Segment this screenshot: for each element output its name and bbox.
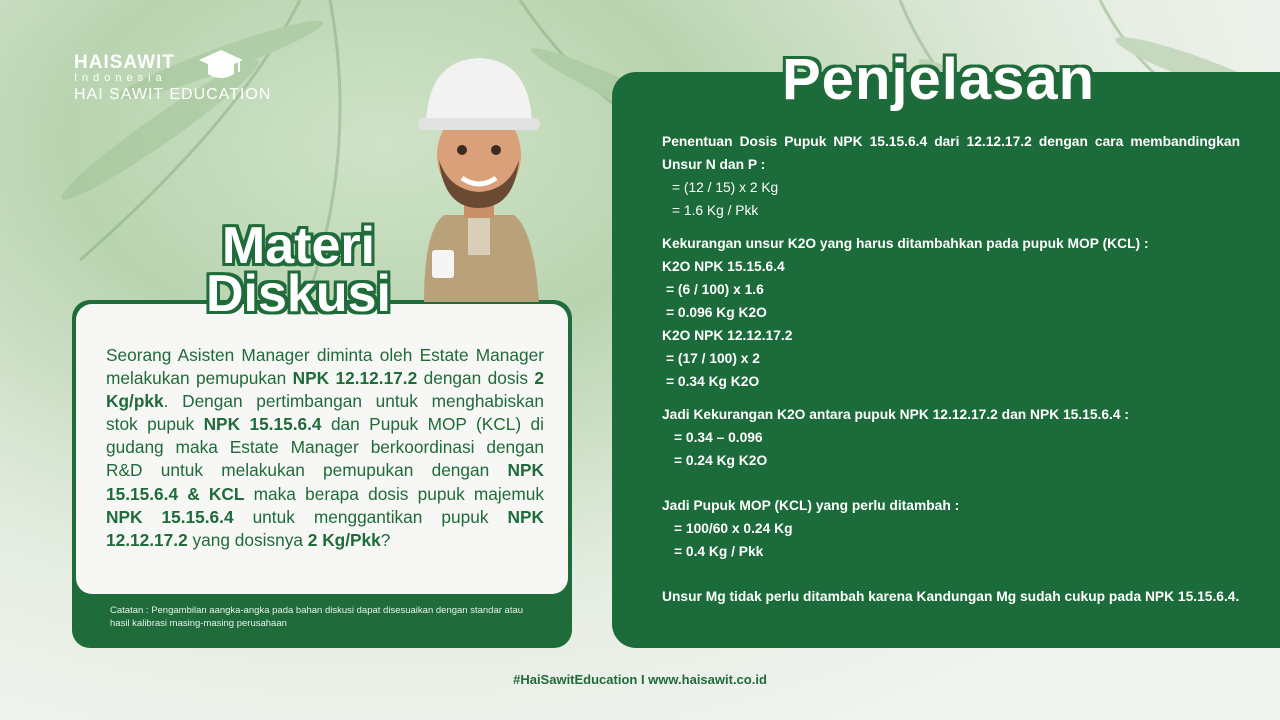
story-text: Seorang Asisten Manager diminta oleh Estate Manager melakukan pemupukan bbox=[106, 345, 544, 389]
discussion-title-line1: Materi bbox=[221, 217, 376, 275]
k2o-heading: Kekurangan unsur K2O yang harus ditambahkan pada pupuk MOP (KCL) : bbox=[662, 236, 1149, 251]
story-text: . Dengan pertimbangan untuk menghabiskan stok pupuk bbox=[106, 391, 544, 435]
k2o-a-label: K2O NPK 15.15.6.4 bbox=[662, 259, 785, 274]
story-highlight: NPK 15.15.6.4 bbox=[203, 414, 322, 435]
discussion-text-panel bbox=[76, 304, 568, 594]
story-highlight: NPK 12.12.17.2 bbox=[106, 506, 544, 550]
story-text: dan Pupuk MOP (KCL) di gudang maka Estate Manager berkoordinasi dengan R&D untuk melakukan pemupukan dengan bbox=[106, 414, 545, 481]
k2o-b-label: K2O NPK 12.12.17.2 bbox=[662, 328, 793, 343]
discussion-story bbox=[106, 344, 544, 552]
mg-note: Unsur Mg tidak perlu ditambah karena Kandungan Mg sudah cukup pada NPK 15.15.6.4. bbox=[662, 589, 1240, 604]
story-highlight: NPK 15.15.6.4 & KCL bbox=[106, 460, 544, 504]
story-text: ? bbox=[380, 529, 391, 550]
mop-heading: Jadi Pupuk MOP (KCL) yang perlu ditambah : bbox=[662, 498, 960, 513]
discussion-note: Catatan : Pengambilan aangka-angka pada bahan diskusi dapat disesuaikan dengan standar atau hasil kalibrasi masing-masing perusahaan bbox=[110, 605, 524, 629]
mascot-illustration bbox=[404, 40, 554, 302]
explanation-title: Penjelasan bbox=[782, 47, 1096, 112]
difference-calc-1: = 0.34 – 0.096 bbox=[674, 430, 763, 445]
graduation-cap-icon bbox=[198, 48, 244, 82]
difference-calc-2: = 0.24 Kg K2O bbox=[674, 453, 768, 468]
story-highlight: NPK 15.15.6.4 bbox=[106, 506, 234, 527]
story-text: maka berapa dosis pupuk majemuk bbox=[244, 483, 545, 504]
story-text: dengan dosis bbox=[417, 368, 535, 389]
story-text: untuk menggantikan pupuk bbox=[233, 506, 508, 527]
explanation-content bbox=[662, 130, 1240, 608]
explanation-intro: Penentuan Dosis Pupuk NPK 15.15.6.4 dari 12.12.17.2 dengan cara membandingkan Unsur N dan P : bbox=[662, 134, 1240, 172]
k2o-b-calc-2: = 0.34 Kg K2O bbox=[666, 374, 760, 389]
k2o-a-calc-1: = (6 / 100) x 1.6 bbox=[666, 282, 764, 297]
intro-calc-1: = (12 / 15) x 2 Kg bbox=[672, 180, 779, 195]
brand-name: HAISAWIT bbox=[74, 52, 175, 73]
intro-calc-2: = 1.6 Kg / Pkk bbox=[672, 203, 759, 218]
brand-logo bbox=[74, 52, 271, 104]
story-highlight: 2 Kg/Pkk bbox=[307, 529, 381, 550]
mop-calc-2: = 0.4 Kg / Pkk bbox=[674, 544, 764, 559]
footer-hashtag-link[interactable]: #HaiSawitEducation I www.haisawit.co.id bbox=[513, 672, 767, 687]
k2o-a-calc-2: = 0.096 Kg K2O bbox=[666, 305, 767, 320]
k2o-b-calc-1: = (17 / 100) x 2 bbox=[666, 351, 760, 366]
story-highlight: NPK 12.12.17.2 bbox=[292, 368, 418, 389]
story-text: yang dosisnya bbox=[187, 529, 308, 550]
difference-heading: Jadi Kekurangan K2O antara pupuk NPK 12.12.17.2 dan NPK 15.15.6.4 : bbox=[662, 407, 1129, 422]
brand-education: HAI SAWIT EDUCATION bbox=[74, 86, 272, 103]
discussion-title bbox=[206, 217, 391, 323]
discussion-card bbox=[72, 300, 572, 648]
story-highlight: 2 Kg/pkk bbox=[106, 368, 544, 412]
mop-calc-1: = 100/60 x 0.24 Kg bbox=[674, 521, 793, 536]
discussion-title-line2: Diskusi bbox=[206, 265, 391, 323]
brand-country: Indonesia bbox=[74, 72, 167, 84]
